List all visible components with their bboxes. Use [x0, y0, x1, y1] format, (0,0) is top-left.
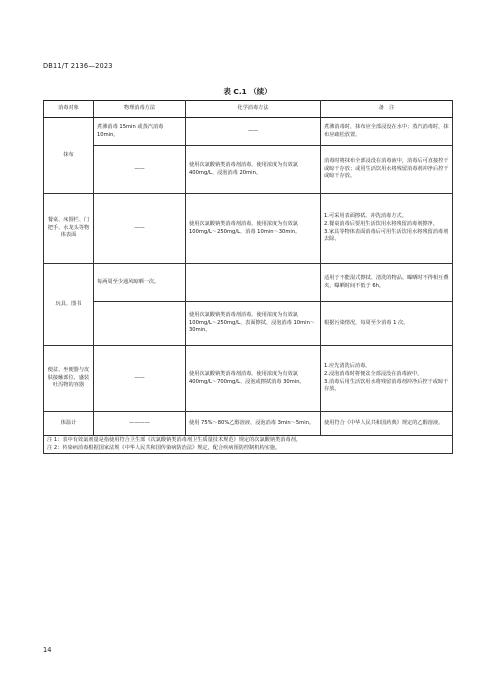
cell-chemical: —— — [186, 118, 321, 146]
cell-object: 玩具、图书 — [44, 264, 94, 346]
col-header-remark: 备 注 — [321, 101, 453, 118]
table-row — [44, 412, 453, 436]
table-row — [44, 264, 453, 302]
cell-physical: —— — [94, 146, 186, 194]
table-title: 表 C.1 （续） — [223, 87, 272, 96]
table-notes-row — [44, 436, 453, 454]
cell-chemical — [186, 264, 321, 302]
cell-object: 抹布 — [44, 118, 94, 194]
cell-chemical: 使用次氯酸钠类消毒剂消毒。使用浓度为有效氯 400mg/L～700mg/L、浸泡或擦拭消毒 30min。 — [186, 346, 321, 412]
remark-item: 2.浸泡消毒时将便盆全部浸没在消毒液中。 — [324, 370, 423, 377]
disinfection-table — [43, 100, 453, 454]
col-header-physical: 物理消毒方法 — [94, 101, 186, 118]
note-1: 注 1：表中有效氯剂量是指使用符合卫生部《次氯酸钠类消毒剂卫生质量技术规范》规定的次氯酸钠类消毒剂。 — [47, 437, 301, 443]
cell-remark: 使用符合《中华人民共和国药典》规定的乙醇溶液。 — [321, 412, 453, 436]
remark-item: 3.消毒后用生活饮用水将残留消毒剂冲净后控干或晾干存放。 — [324, 378, 449, 393]
cell-remark: 煮沸消毒时，抹布应全部浸没在水中；蒸汽消毒时，抹布应疏松放置。 — [321, 118, 453, 146]
cell-object: 体温计 — [44, 412, 94, 436]
remark-item: 1.可采用表面擦拭、冲洗消毒方式。 — [324, 213, 407, 220]
cell-physical: —— — [94, 194, 186, 264]
cell-remark: 适用于不能湿式擦拭、清洗的物品。曝晒时不得相互叠夹，曝晒时间不低于 6h。 — [321, 264, 453, 302]
cell-remark: 消毒时将抹布全部浸没在消毒液中，消毒后可直接控干或晾干存放；或用生活饮用水将残留消毒剂冲净后控干或晾干存放。 — [321, 146, 453, 194]
cell-physical: 煮沸消毒 15min 或蒸汽消毒 10min。 — [94, 118, 186, 146]
cell-object: 餐桌、床围栏、门把手、水龙头等物体表面 — [44, 194, 94, 264]
col-header-chemical: 化学消毒方法 — [186, 101, 321, 118]
cell-physical: ———— — [94, 412, 186, 436]
cell-object: 便盆、坐便器与皮肤接触部位、盛装吐泻物的容器 — [44, 346, 94, 412]
cell-chemical: 使用次氯酸钠类消毒剂消毒。使用浓度为有效氯 100mg/L～250mg/L、消毒 10min～30min。 — [186, 194, 321, 264]
table-row — [44, 146, 453, 194]
table-row — [44, 302, 453, 346]
cell-chemical: 使用次氯酸钠类消毒剂消毒。使用浓度为有效氯 400mg/L、浸泡消毒 20min。 — [186, 146, 321, 194]
cell-remark — [321, 194, 453, 264]
remark-item: 1.应先清洗后消毒。 — [324, 363, 371, 370]
table-notes — [44, 436, 453, 454]
page-number: 14 — [43, 646, 52, 654]
cell-physical: —— — [94, 346, 186, 412]
note-2: 注 2：传染病消毒根据国家法规《中华人民共和国传染病防治法》规定，配合疾病预防控制机构实施。 — [47, 444, 281, 451]
cell-remark — [321, 346, 453, 412]
table-row — [44, 118, 453, 146]
document-code: DB11/T 2136—2023 — [43, 62, 113, 70]
table-header-row — [44, 101, 453, 118]
cell-physical: 每两周至少通风晾晒一次。 — [94, 264, 186, 302]
table-row — [44, 346, 453, 412]
cell-physical — [94, 302, 186, 346]
cell-chemical: 使用 75%～80%乙醇溶液、浸泡消毒 3min～5min。 — [186, 412, 321, 436]
col-header-object: 消毒对象 — [44, 101, 94, 118]
cell-remark: 根据污染情况，每周至少消毒 1 次。 — [321, 302, 453, 346]
cell-chemical: 使用次氯酸钠类消毒剂消毒。使用浓度为有效氯 100mg/L～250mg/L、表面擦拭、浸泡消毒 10min～30min。 — [186, 302, 321, 346]
table-row — [44, 194, 453, 264]
remark-item: 2.餐桌消毒后要用生活饮用水将残留消毒剂擦净。 — [324, 220, 438, 227]
remark-item: 3.家具等物体表面消毒后可用生活饮用水将残留消毒剂去除。 — [324, 228, 449, 243]
